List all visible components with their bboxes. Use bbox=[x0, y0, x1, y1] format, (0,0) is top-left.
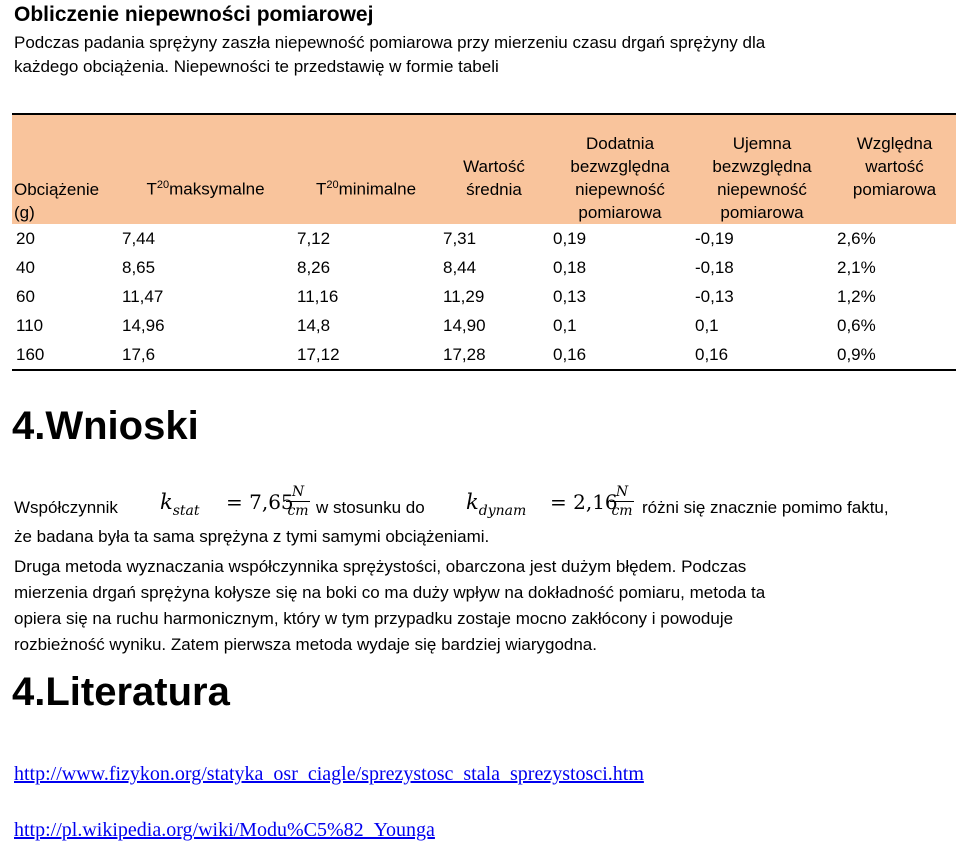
header-load: Obciążenie (g) bbox=[12, 114, 118, 224]
k-dynam-symbol: $k_{dynam}$ bbox=[466, 490, 527, 519]
table-cell: 14,96 bbox=[122, 316, 165, 335]
conclusion-paragraph bbox=[14, 554, 944, 658]
table-cell: 8,65 bbox=[122, 258, 156, 277]
table-cell: 7,12 bbox=[297, 229, 331, 248]
table-cell: 2,6% bbox=[837, 229, 876, 248]
table-cell: 0,1 bbox=[695, 316, 719, 335]
header-tmin: $T^{20}minimalne$ bbox=[293, 114, 439, 224]
comparison-mid: w stosunku do bbox=[316, 498, 425, 517]
comparison-tail: różni się znacznie pomimo faktu, bbox=[642, 498, 889, 517]
reference-link-fizykon[interactable]: http://www.fizykon.org/statyka_osr_ciagle/sprezystosc_stala_sprezystosci.htm bbox=[14, 763, 644, 785]
uncertainty-table bbox=[12, 113, 956, 371]
comparison-lead: Współczynnik bbox=[14, 498, 118, 517]
table-cell: 1,2% bbox=[837, 287, 876, 306]
conclusions-heading: 4.Wnioski bbox=[12, 404, 199, 448]
k-stat-value: = 7,65 bbox=[226, 490, 294, 514]
table-row bbox=[12, 311, 956, 340]
table-cell: -0,13 bbox=[695, 287, 734, 306]
header-relative-value: Względna wartość pomiarowa bbox=[833, 114, 956, 224]
table-cell: 60 bbox=[16, 287, 35, 306]
reference-link-wikipedia[interactable]: http://pl.wikipedia.org/wiki/Modu%C5%82_Younga bbox=[14, 819, 435, 841]
table-cell: 0,18 bbox=[553, 258, 587, 277]
table-cell: 14,90 bbox=[443, 316, 486, 335]
table-cell: 0,13 bbox=[553, 287, 587, 306]
k-stat-symbol: $k_{stat}$ bbox=[160, 490, 200, 519]
table-cell: 0,9% bbox=[833, 340, 956, 370]
table-cell: 2,1% bbox=[837, 258, 876, 277]
coefficient-comparison-line bbox=[14, 484, 954, 528]
table-cell: 0,16 bbox=[549, 340, 691, 370]
table-row bbox=[12, 282, 956, 311]
table-cell: 17,6 bbox=[118, 340, 293, 370]
conclusion-line-2: że badana była ta sama sprężyna z tymi samymi obciążeniami. bbox=[14, 527, 490, 546]
table-cell: 7,31 bbox=[443, 229, 477, 248]
table-row bbox=[12, 224, 956, 253]
table-cell: 7,44 bbox=[122, 229, 156, 248]
table-cell: 40 bbox=[16, 258, 35, 277]
table-cell: 14,8 bbox=[297, 316, 331, 335]
conclusion-para-line: opiera się na ruchu harmonicznym, który w tym przypadku zostaje mocno zakłócony i powoduje bbox=[14, 609, 734, 628]
table-header-row bbox=[12, 114, 956, 224]
table-cell: -0,18 bbox=[695, 258, 734, 277]
intro-line-1: Podczas padania sprężyny zaszła niepewność pomiarowa przy mierzeniu czasu drgań sprężyny dla bbox=[14, 33, 766, 52]
table-cell: 110 bbox=[16, 316, 44, 335]
k-stat-unit: N cm bbox=[287, 484, 309, 519]
header-positive-uncertainty: Dodatnia bezwzględna niepewność pomiarowa bbox=[549, 114, 691, 224]
table-cell: -0,19 bbox=[695, 229, 734, 248]
conclusion-para-line: mierzenia drgań sprężyna kołysze się na boki co ma duży wpływ na dokładność pomiaru, metoda ta bbox=[14, 583, 766, 602]
table-cell: 17,28 bbox=[439, 340, 549, 370]
table-row bbox=[12, 340, 956, 370]
table-cell: 160 bbox=[12, 340, 118, 370]
intro-paragraph bbox=[14, 31, 944, 79]
table-cell: 17,12 bbox=[293, 340, 439, 370]
header-negative-uncertainty: Ujemna bezwzględna niepewność pomiarowa bbox=[691, 114, 833, 224]
table-cell: 20 bbox=[16, 229, 35, 248]
k-dynam-value: = 2,16 bbox=[550, 490, 618, 514]
table-cell: 0,1 bbox=[553, 316, 577, 335]
section-title: Obliczenie niepewności pomiarowej bbox=[14, 3, 374, 26]
header-mean: Wartość średnia bbox=[439, 114, 549, 224]
table-cell: 11,16 bbox=[297, 287, 339, 306]
table-cell: 11,47 bbox=[122, 287, 164, 306]
table-cell: 11,29 bbox=[443, 287, 485, 306]
conclusion-para-line: Druga metoda wyznaczania współczynnika sprężystości, obarczona jest dużym błędem. Podczas bbox=[14, 557, 747, 576]
literature-heading: 4.Literatura bbox=[12, 670, 230, 714]
table-cell: 0,16 bbox=[691, 340, 833, 370]
intro-line-2: każdego obciążenia. Niepewności te przedstawię w formie tabeli bbox=[14, 57, 499, 76]
table-cell: 8,26 bbox=[297, 258, 331, 277]
table-cell: 0,6% bbox=[837, 316, 876, 335]
k-dynam-unit: N cm bbox=[611, 484, 633, 519]
table-cell: 8,44 bbox=[443, 258, 477, 277]
header-tmax: $T^{20}maksymalne$ bbox=[118, 114, 293, 224]
table-row bbox=[12, 253, 956, 282]
conclusion-para-line: rozbieżność wyniku. Zatem pierwsza metoda wydaje się bardziej wiarygodna. bbox=[14, 635, 597, 654]
table-cell: 0,19 bbox=[553, 229, 587, 248]
